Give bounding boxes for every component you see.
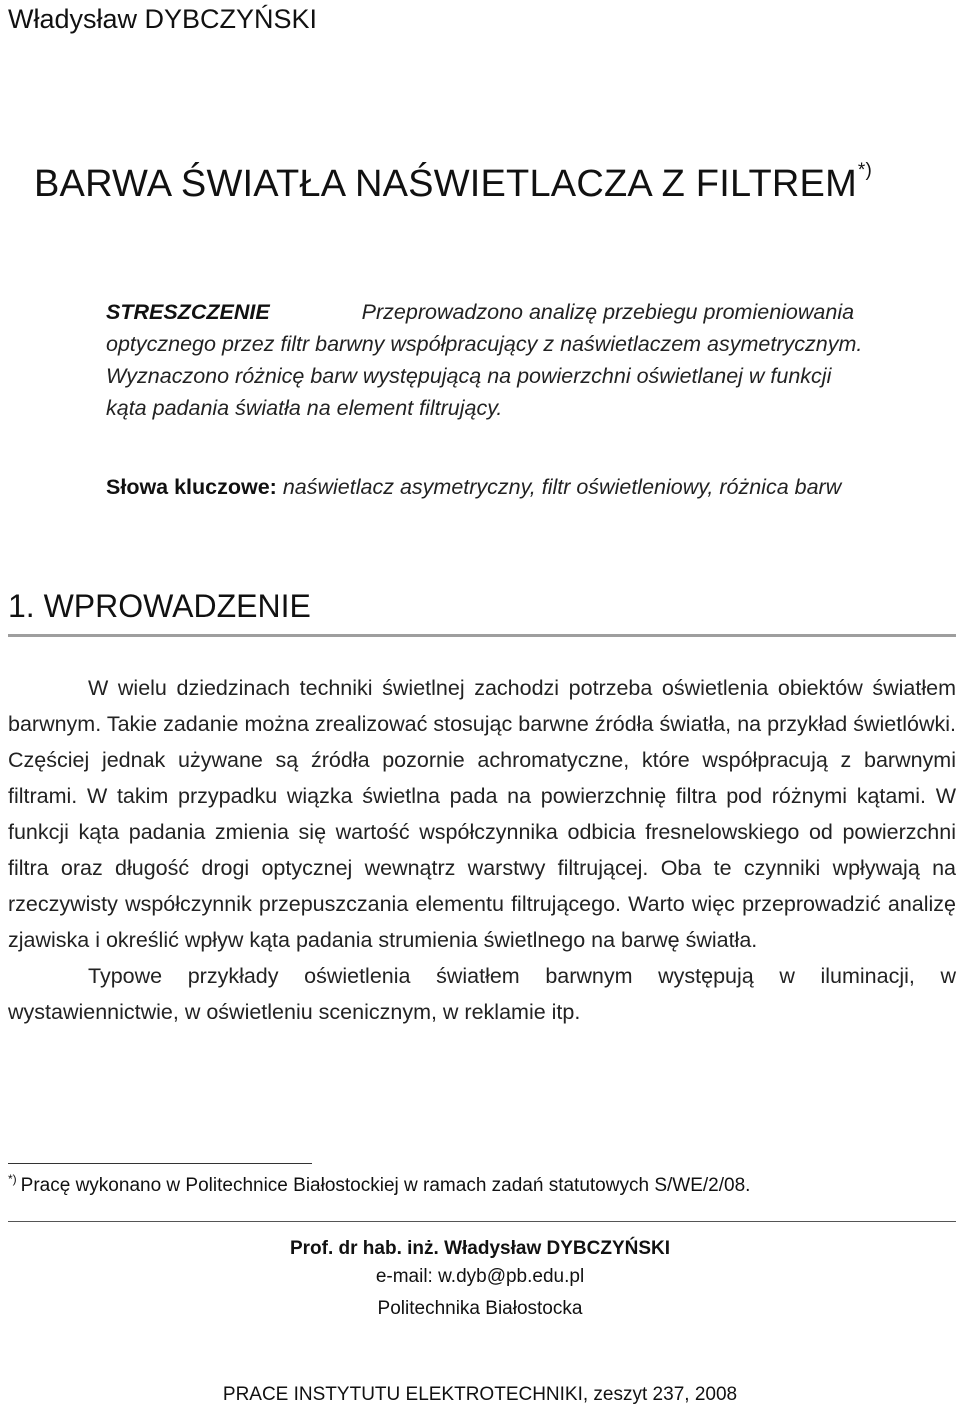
keywords — [106, 471, 870, 503]
keywords-text: naświetlacz asymetryczny, filtr oświetleniowy, różnica barw — [282, 475, 842, 499]
affiliation-divider — [8, 1221, 956, 1222]
abstract-heading: STRESZCZENIE — [106, 300, 270, 324]
author-email: e-mail: w.dyb@pb.edu.pl — [375, 1266, 585, 1287]
running-author: Władysław DYBCZYŃSKI — [8, 4, 318, 34]
author-name: Prof. dr hab. inż. Władysław DYBCZYŃSKI — [289, 1238, 671, 1259]
title-footnote-marker: *) — [857, 160, 873, 181]
paper-title-text: BARWA ŚWIATŁA NAŚWIETLACZA Z FILTREM — [34, 163, 857, 205]
author-institution: Politechnika Białostocka — [377, 1298, 583, 1319]
footnote-divider — [8, 1163, 312, 1164]
footnote-text: Pracę wykonano w Politechnice Białostockiej w ramach zadań statutowych S/WE/2/08. — [20, 1175, 751, 1196]
footnote — [8, 1172, 750, 1197]
abstract-text: Przeprowadzono analizę przebiegu promieniowania optycznego przez filtr barwny współpracujący z naświetlaczem asymetrycznym. Wyznaczono różnicę barw występującą na powierzchni oświetlanej w funkcji kąta padania światła na element filtrujący. — [106, 300, 863, 420]
body-paragraph: W wielu dziedzinach techniki świetlnej zachodzi potrzeba oświetlenia obiektów światłem barwnym. Takie zadanie można zrealizować stosując barwne źródła światła, na przykład świetlówki. Częściej jednak używane są źródła pozornie achromatyczne, które współpracują z barwnymi filtrami. W takim przypadku wiązka świetlna pada na powierzchnię filtra pod różnymi kątami. W funkcji kąta padania zmienia się wartość współczynnika odbicia fresnelowskiego od powierzchni filtra oraz długość drogi optycznej wewnątrz warstwy filtrującej. Oba te czynniki wpływają na rzeczywisty współczynnik przepuszczania elementu filtrującego. Warto więc przeprowadzić analizę zjawiska i określić wpływ kąta padania strumienia świetlnego na barwę światła. — [8, 676, 956, 952]
body-paragraph: Typowe przykłady oświetlenia światłem barwnym występują w iluminacji, w wystawiennictwie, w oświetleniu scenicznym, w reklamie itp. — [8, 964, 956, 1024]
body-text — [8, 670, 956, 1030]
paper-title — [34, 160, 872, 206]
keywords-label: Słowa kluczowe: — [106, 475, 277, 499]
section-heading: 1. WPROWADZENIE — [8, 588, 311, 624]
journal-footer: PRACE INSTYTUTU ELEKTROTECHNIKI, zeszyt 237, 2008 — [222, 1384, 738, 1405]
section-rule — [8, 634, 956, 637]
footnote-marker: *) — [8, 1172, 17, 1186]
abstract — [106, 296, 870, 424]
